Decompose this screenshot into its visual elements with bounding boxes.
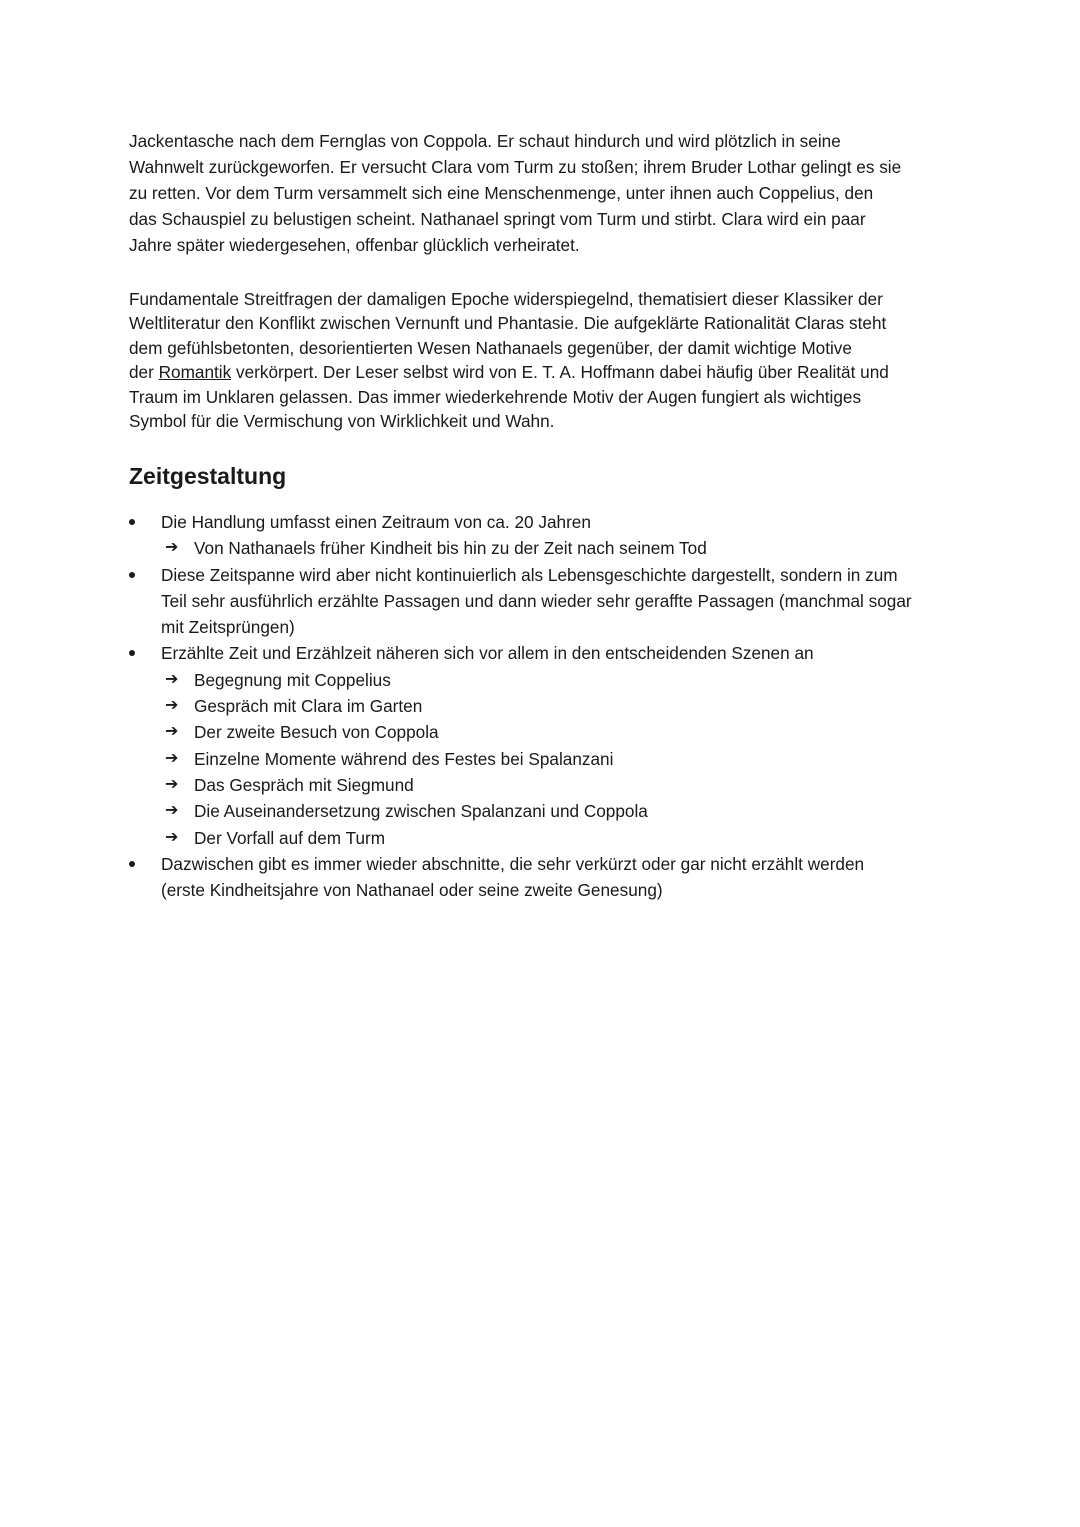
sub-item xyxy=(161,746,989,772)
arrow-right-icon: ➔ xyxy=(165,802,179,820)
paragraph-line xyxy=(129,360,959,384)
paragraph-line: das Schauspiel zu belustigen scheint. Nathanael springt vom Turm und stirbt. Clara wird ein paar xyxy=(129,209,866,229)
sub-item xyxy=(161,535,989,561)
bullet-text-line: Diese Zeitspanne wird aber nicht kontinuierlich als Lebensgeschichte dargestellt, sondern in zum xyxy=(161,564,898,585)
interpretation-paragraph xyxy=(129,287,959,433)
paragraph-line: Wahnwelt zurückgeworfen. Er versucht Clara vom Turm zu stoßen; ihrem Bruder Lothar gelingt es sie xyxy=(129,157,902,177)
summary-paragraph xyxy=(129,128,959,258)
bullet-item xyxy=(129,562,989,641)
bullet-dot-icon xyxy=(129,572,135,578)
line-prefix: der xyxy=(129,362,159,383)
arrow-right-icon: ➔ xyxy=(165,749,179,767)
sub-item-text: Die Auseinandersetzung zwischen Spalanzani und Coppola xyxy=(194,801,648,822)
paragraph-line: Jackentasche nach dem Fernglas von Coppola. Er schaut hindurch und wird plötzlich in seine xyxy=(129,131,841,151)
bullet-text-line: Dazwischen gibt es immer wieder abschnitte, die sehr verkürzt oder gar nicht erzählt werden xyxy=(161,853,865,874)
sub-item xyxy=(161,825,989,851)
sub-item-text: Der Vorfall auf dem Turm xyxy=(194,827,386,848)
paragraph-line: dem gefühlsbetonten, desorientierten Wesen Nathanaels gegenüber, der damit wichtige Motive xyxy=(129,337,852,358)
sub-item xyxy=(161,772,989,798)
bullet-item xyxy=(129,509,989,562)
bullet-list xyxy=(129,509,989,903)
bullet-text-line: Teil sehr ausführlich erzählte Passagen und dann wieder sehr geraffte Passagen (manchmal sogar xyxy=(161,590,912,611)
bullet-text-line: Die Handlung umfasst einen Zeitraum von ca. 20 Jahren xyxy=(161,512,591,532)
bullet-text-line: Erzählte Zeit und Erzählzeit näheren sich vor allem in den entscheidenden Szenen an xyxy=(161,643,814,664)
paragraph-line: zu retten. Vor dem Turm versammelt sich eine Menschenmenge, unter ihnen auch Coppelius, den xyxy=(129,183,874,203)
bullet-dot-icon xyxy=(129,650,135,656)
paragraph-line: Fundamentale Streitfragen der damaligen Epoche widerspiegelnd, thematisiert dieser Klassiker der xyxy=(129,289,883,309)
paragraph-line: Traum im Unklaren gelassen. Das immer wiederkehrende Motiv der Augen fungiert als wichtiges xyxy=(129,386,862,407)
sub-item-text: Einzelne Momente während des Festes bei Spalanzani xyxy=(194,748,614,769)
sub-item-text: Der zweite Besuch von Coppola xyxy=(194,722,439,743)
sub-item xyxy=(161,798,989,824)
arrow-right-icon: ➔ xyxy=(165,697,179,715)
line-suffix: verkörpert. Der Leser selbst wird von E. T. A. Hoffmann dabei häufig über Realität und xyxy=(231,362,889,383)
paragraph-line: Jahre später wiedergesehen, offenbar glücklich verheiratet. xyxy=(129,235,580,255)
bullet-item xyxy=(129,640,989,850)
sub-item-text: Von Nathanaels früher Kindheit bis hin zu der Zeit nach seinem Tod xyxy=(194,538,707,559)
sub-item xyxy=(161,693,989,719)
arrow-right-icon: ➔ xyxy=(165,670,179,688)
bullet-text-line: (erste Kindheitsjahre von Nathanael oder seine zweite Genesung) xyxy=(161,880,663,901)
arrow-right-icon: ➔ xyxy=(165,539,179,557)
bullet-item xyxy=(129,851,989,904)
sub-item xyxy=(161,667,989,693)
bullet-dot-icon xyxy=(129,519,135,525)
paragraph-line: Weltliteratur den Konflikt zwischen Vernunft und Phantasie. Die aufgeklärte Rationalität Claras steht xyxy=(129,313,887,334)
bullet-text-line: mit Zeitsprüngen) xyxy=(161,617,295,638)
sub-item-text: Das Gespräch mit Siegmund xyxy=(194,774,414,795)
sub-item-text: Gespräch mit Clara im Garten xyxy=(194,696,423,717)
paragraph-line: Symbol für die Vermischung von Wirklichkeit und Wahn. xyxy=(129,411,555,432)
sub-item xyxy=(161,719,989,745)
arrow-right-icon: ➔ xyxy=(165,828,179,846)
section-heading: Zeitgestaltung xyxy=(129,463,287,489)
romantik-link[interactable]: Romantik xyxy=(158,362,232,383)
arrow-right-icon: ➔ xyxy=(165,775,179,793)
arrow-right-icon: ➔ xyxy=(165,723,179,741)
sub-item-text: Begegnung mit Coppelius xyxy=(194,669,391,690)
bullet-dot-icon xyxy=(129,861,135,867)
